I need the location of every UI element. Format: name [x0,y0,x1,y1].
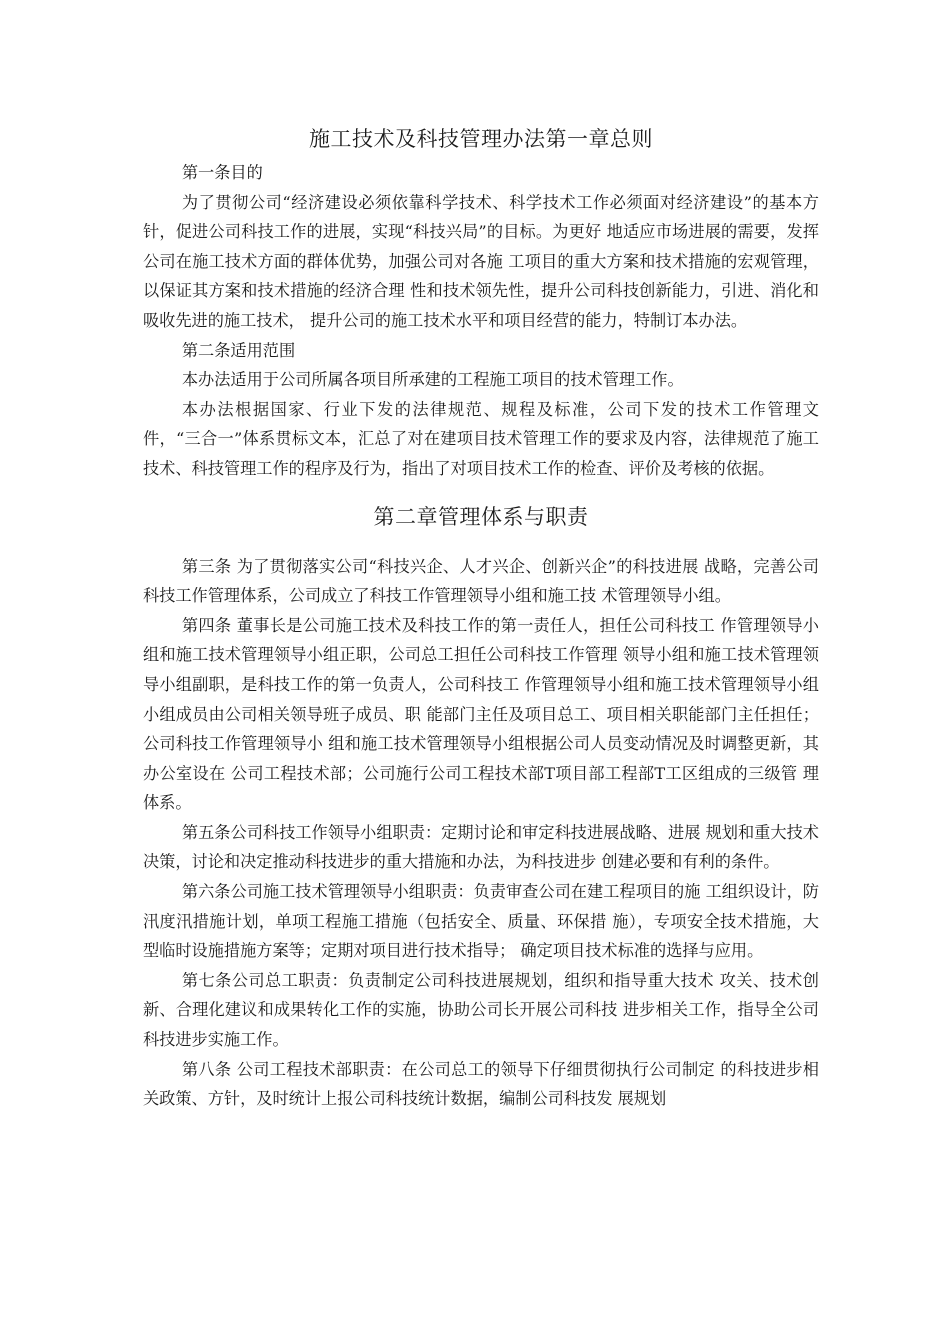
article7-paragraph: 第七条公司总工职责：负责制定公司科技进展规划，组织和指导重大技术 攻关、技术创新、合理化建议和成果转化工作的实施，协助公司长开展公司科技 进步相关工作，指导全公司科技进步实施工作。 [143,970,819,1050]
article2-paragraph-basis: 本办法根据国家、行业下发的法律规范、规程及标准，公司下发的技术工作管理文件，“三合一”体系贯标文本，汇总了对在建项目技术管理工作的要求及内容，法律规范了施工技术、科技管理工作的程序及行为，指出了对项目技术工作的检查、评价及考核的依据。 [143,399,819,478]
document-page [143,124,819,1114]
article8-paragraph: 第八条 公司工程技术部职责：在公司总工的领导下仔细贯彻执行公司制定 的科技进步相关政策、方针，及时统计上报公司科技统计数据，编制公司科技发 展规划 [143,1059,819,1109]
article3-paragraph: 第三条 为了贯彻落实公司“科技兴企、人才兴企、创新兴企”的科技进展 战略，完善公司科技工作管理体系，公司成立了科技工作管理领导小组和施工技 术管理领导小组。 [143,556,819,606]
chapter2-title: 第二章管理体系与职责 [373,504,589,529]
article5-paragraph: 第五条公司科技工作领导小组职责：定期讨论和审定科技进展战略、进展 规划和重大技术决策，讨论和决定推动科技进步的重大措施和办法，为科技进步 创建必要和有利的条件。 [143,822,819,872]
article1-heading: 第一条目的 [181,163,263,182]
article4-paragraph: 第四条 董事长是公司施工技术及科技工作的第一责任人，担任公司科技工 作管理领导小组和施工技术管理领导小组正职，公司总工担任公司科技工作管理 领导小组和施工技术管理领导小组副职，是科技工作的第一负责人，公司科技工 作管理领导小组和施工技术管理领导小组小组成员由公司相关领导班子成员、职 能部门主任及项目总工、项目相关职能部门主任担任；公司科技工作管理领导小 组和施工技术管理领导小组根据公司人员变动情况及时调整更新，其办公室设在 公司工程技术部；公司施行公司工程技术部T项目部工程部T工区组成的三级管 理体系。 [143,615,819,813]
article2-heading: 第二条适用范围 [181,340,296,360]
article1-paragraph: 为了贯彻公司“经济建设必须依靠科学技术、科学技术工作必须面对经济建设”的基本方针，促进公司科技工作的进展，实现“科技兴局”的目标。为更好 地适应市场进展的需要，发挥公司在施工技术方面的群体优势，加强公司对各施 工项目的重大方案和技术措施的宏观管理，以保证其方案和技术措施的经济合理 性和技术领先性，提升公司科技创新能力，引进、消化和吸收先进的施工技术， 提升公司的施工技术水平和项目经营的能力，特制订本办法。 [143,192,819,330]
article6-paragraph: 第六条公司施工技术管理领导小组职责：负责审查公司在建工程项目的施 工组织设计，防汛度汛措施计划，单项工程施工措施（包括安全、质量、环保措 施），专项安全技术措施，大型临时设施措施方案等；定期对项目进行技术指导； 确定项目技术标准的选择与应用。 [143,882,819,961]
article2-paragraph-scope: 本办法适用于公司所属各项目所承建的工程施工项目的技术管理工作。 [181,370,684,390]
document-title: 施工技术及科技管理办法第一章总则 [309,127,653,151]
